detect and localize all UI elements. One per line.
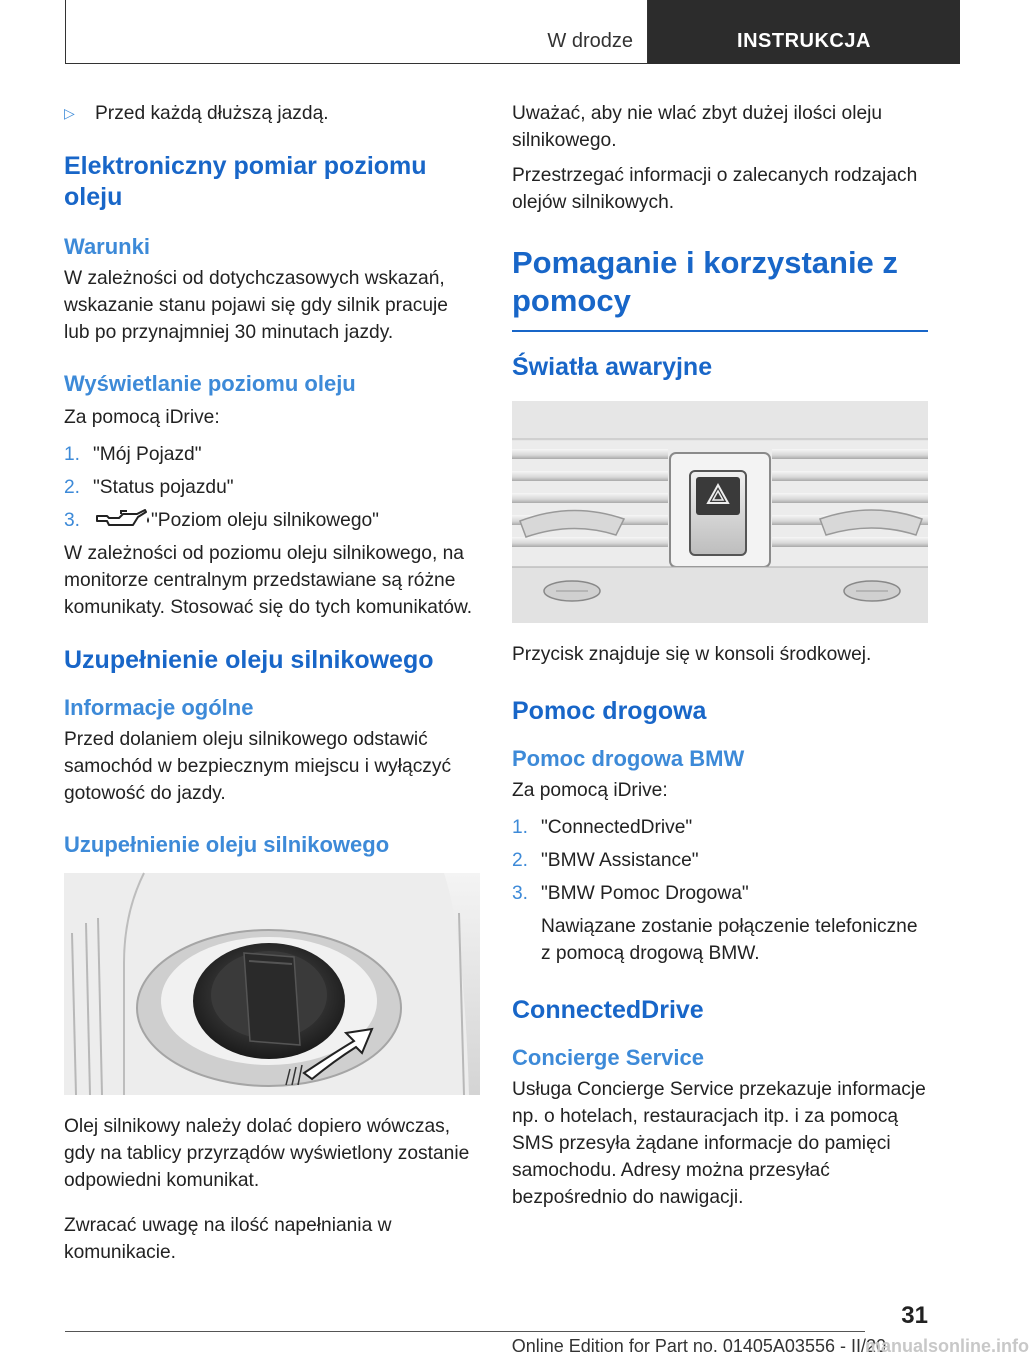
heading-bmw-roadside-assistance: Pomoc drogowa BMW bbox=[512, 746, 745, 771]
heading-hazard-lights: Światła awaryjne bbox=[512, 353, 713, 381]
footer-edition-text: Online Edition for Part no. 01405A03556 - II/20 bbox=[511, 1336, 886, 1356]
list-number: 2. bbox=[512, 850, 529, 871]
oil-filler-cap-image bbox=[64, 873, 480, 1095]
heading-oil-level-display: Wyświetlanie poziomu oleju bbox=[64, 371, 356, 396]
list-step-note: Nawiązane zostanie połączenie telefoniczne z pomocą drogową BMW. bbox=[541, 916, 918, 964]
heading-electronic-oil-measure: Elektroniczny pomiar poziomu oleju bbox=[64, 152, 427, 211]
paragraph-via-idrive: Za pomocą iDrive: bbox=[512, 780, 668, 801]
paragraph-conditions: W zależności od dotychczasowych wskazań, wskazanie stanu pojawi się gdy silnik pracuje lub po przynajmniej 30 minutach jazdy. bbox=[64, 268, 448, 343]
heading-conditions: Warunki bbox=[64, 234, 150, 259]
list-text: "ConnectedDrive" bbox=[541, 817, 693, 838]
heading-concierge-service: Concierge Service bbox=[512, 1045, 704, 1070]
paragraph-general-info: Przed dolaniem oleju silnikowego odstawić samochód w bezpiecznym miejscu i wyłączyć gotowość do jazdy. bbox=[64, 729, 452, 804]
heading-general-info: Informacje ogólne bbox=[64, 695, 254, 720]
list-item bbox=[64, 474, 478, 501]
paragraph-via-idrive: Za pomocą iDrive: bbox=[64, 407, 220, 428]
list-item bbox=[512, 847, 928, 874]
list-text: "BMW Assistance" bbox=[541, 850, 699, 871]
list-number: 1. bbox=[64, 444, 81, 465]
bullet-text: Przed każdą dłuższą jazdą. bbox=[95, 103, 329, 124]
paragraph-concierge-service: Usługa Concierge Service przekazuje informacje np. o hotelach, restauracjach itp. i za pomocą SMS przesyła żądane informacje do pamięci samochodu. Adresy można przesyłać bezpośrednio do nawigacji. bbox=[512, 1079, 926, 1208]
paragraph-recommended-oils: Przestrzegać informacji o zalecanych rodzajach olejów silnikowych. bbox=[512, 165, 918, 213]
paragraph-add-oil-when: Olej silnikowy należy dolać dopiero wówczas, gdy na tablicy przyrządów wyświetlony zostanie odpowiedni komunikat. bbox=[64, 1116, 470, 1191]
list-number: 2. bbox=[64, 477, 81, 498]
right-column bbox=[512, 100, 928, 1211]
list-number: 3. bbox=[512, 883, 529, 904]
triangle-bullet-icon: ▷ bbox=[64, 105, 75, 121]
oil-can-icon bbox=[93, 507, 151, 534]
list-text: "Poziom oleju silnikowego" bbox=[151, 510, 379, 531]
list-number: 1. bbox=[512, 817, 529, 838]
heading-roadside-assistance: Pomoc drogowa bbox=[512, 697, 707, 725]
footer-divider bbox=[65, 1331, 865, 1332]
paragraph-oil-level-dependence: W zależności od poziomu oleju silnikowego, na monitorze centralnym przedstawiane są różne komunikaty. Stosować się do tych komunikatów. bbox=[64, 543, 473, 618]
page-header bbox=[65, 0, 960, 64]
list-item bbox=[64, 507, 478, 534]
list-item bbox=[512, 880, 928, 907]
heading-connecteddrive: ConnectedDrive bbox=[512, 996, 704, 1024]
list-text: "Mój Pojazd" bbox=[93, 444, 202, 465]
header-section-box bbox=[65, 0, 648, 64]
watermark: manualsonline.info bbox=[865, 1336, 1029, 1356]
footer-edition bbox=[0, 1336, 928, 1357]
hazard-button-image bbox=[512, 401, 928, 623]
bullet-item bbox=[64, 100, 478, 127]
list-item bbox=[512, 814, 928, 841]
heading-topping-up-oil-sub: Uzupełnienie oleju silnikowego bbox=[64, 832, 390, 857]
paragraph-fill-amount: Zwracać uwagę na ilość napełniania w komunikacie. bbox=[64, 1215, 392, 1263]
header-chapter-title: INSTRUKCJA bbox=[737, 30, 871, 52]
paragraph-do-not-overfill: Uważać, aby nie wlać zbyt dużej ilości oleju silnikowego. bbox=[512, 103, 883, 151]
paragraph-button-location: Przycisk znajduje się w konsoli środkowej. bbox=[512, 644, 872, 665]
page-number: 31 bbox=[901, 1302, 928, 1329]
list-item bbox=[64, 441, 478, 468]
list-text: "BMW Pomoc Drogowa" bbox=[541, 883, 749, 904]
list-text: "Status pojazdu" bbox=[93, 477, 234, 498]
header-chapter-box bbox=[648, 0, 960, 64]
list-number: 3. bbox=[64, 510, 81, 531]
header-section-title: W drodze bbox=[547, 30, 633, 52]
heading-topping-up-oil: Uzupełnienie oleju silnikowego bbox=[64, 646, 434, 674]
left-column bbox=[64, 100, 478, 1266]
heading-help-and-assistance: Pomaganie i korzystanie z pomocy bbox=[512, 245, 898, 318]
